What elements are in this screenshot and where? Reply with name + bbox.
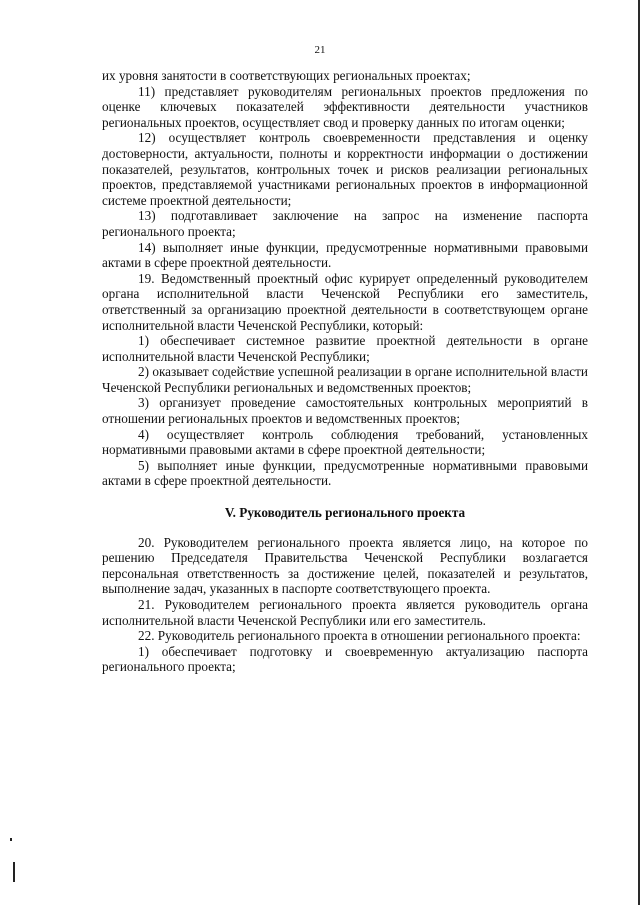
paragraph: 22. Руководитель регионального проекта в отношении регионального проекта: <box>138 628 581 644</box>
paragraph: 2) оказывает содействие успешной реализации в органе исполнительной власти Чеченской Республики региональных и ведомственных проектов; <box>102 364 588 395</box>
paragraph: 19. Ведомственный проектный офис курирует определенный руководителем органа исполнительной власти Чеченской Республики его заместитель, ответственный за организацию проектной деятельности в соответствующем органе исполнительной власти Чеченской Республики, который: <box>102 270 588 333</box>
paragraph-group-before <box>102 68 588 489</box>
paragraph: 13) подготавливает заключение на запрос на изменение паспорта регионального проекта; <box>102 208 588 239</box>
paragraph: 12) осуществляет контроль своевременности представления и оценку достоверности, актуальности, полноты и корректности информации о достижении показателей, результатов, контрольных точек и рисков реализации региональных проектов, представляемой участниками региональных проектов в информационной системе проектной деятельности; <box>102 130 588 208</box>
paragraph-group-after <box>102 535 588 675</box>
paragraph: 1) обеспечивает системное развитие проектной деятельности в органе исполнительной власти Чеченской Республики; <box>102 333 588 364</box>
paragraph: 21. Руководителем регионального проекта является руководитель органа исполнительной власти Чеченской Республики или его заместитель. <box>102 597 588 628</box>
paragraph: 1) обеспечивает подготовку и своевременную актуализацию паспорта регионального проекта; <box>102 643 588 675</box>
paragraph: 5) выполняет иные функции, предусмотренные нормативными правовыми актами в сфере проектной деятельности. <box>102 457 588 489</box>
paragraph: 11) представляет руководителям региональных проектов предложения по оценке ключевых показателей эффективности деятельности участников региональных проектов, осуществляет свод и проверку данных по итогам оценки; <box>102 83 588 130</box>
document-body <box>102 68 588 675</box>
paragraph: их уровня занятости в соответствующих региональных проектах; <box>102 68 471 83</box>
section-heading: V. Руководитель регионального проекта <box>224 505 466 521</box>
paragraph: 3) организует проведение самостоятельных контрольных мероприятий в отношении региональных проектов и ведомственных проектов; <box>102 395 588 427</box>
paragraph: 4) осуществляет контроль соблюдения требований, установленных нормативными правовыми актами в сфере проектной деятельности; <box>102 426 588 458</box>
scan-speck <box>10 838 12 841</box>
paragraph: 14) выполняет иные функции, предусмотренные нормативными правовыми актами в сфере проектной деятельности. <box>102 239 588 271</box>
page-number: 21 <box>314 44 326 56</box>
scan-speck <box>13 862 15 882</box>
paragraph: 20. Руководителем регионального проекта является лицо, на которое по решению Председателя Правительства Чеченской Республики возлагается персональная ответственность за достижение целей, показателей и результатов, выполнение задач, указанных в паспорте соответствующего проекта. <box>102 534 588 597</box>
